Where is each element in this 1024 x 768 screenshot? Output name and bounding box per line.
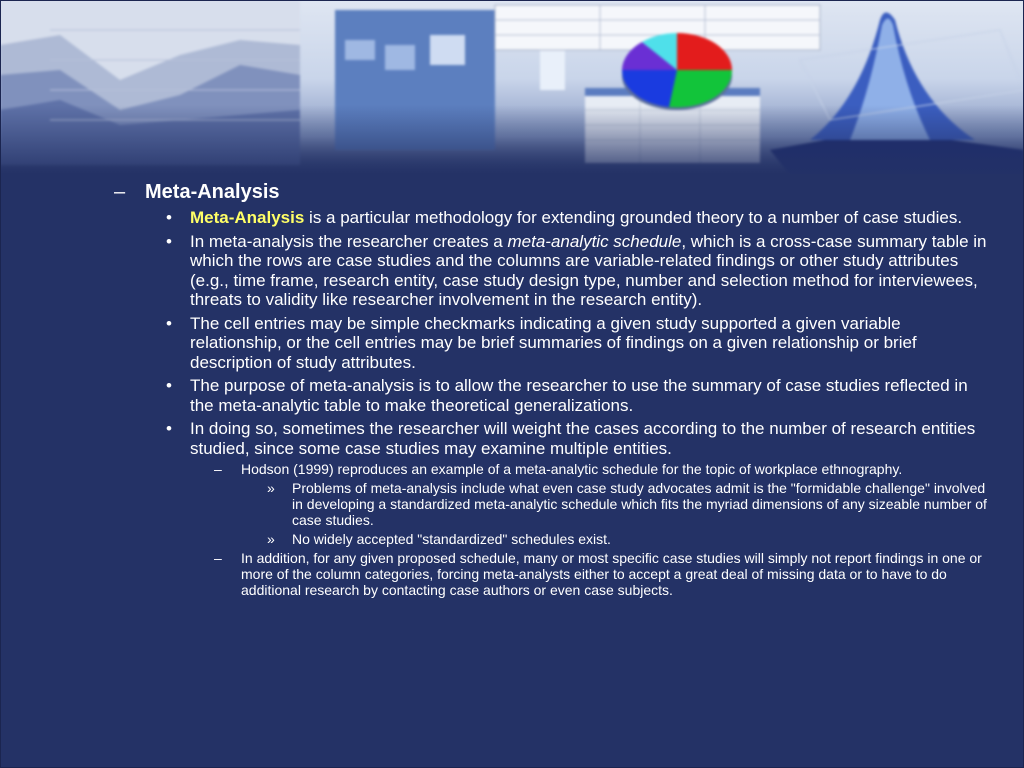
bullet-text: In doing so, sometimes the researcher will weight the cases according to the number of research entities studied, since some case studies may examine multiple entities. — [190, 419, 976, 458]
nested-bullet-text: Problems of meta-analysis include what even case study advocates admit is the "formidable challenge" involved in developing a standardized meta-analytic schedule which fits the myriad dimensions of any sizeable number of case studies. — [292, 480, 987, 528]
dash-marker: – — [214, 550, 222, 566]
bullet-list — [166, 208, 990, 598]
sub-bullet-text: In addition, for any given proposed schedule, many or most specific case studies will simply not report findings in one or more of the column categories, forcing meta-analysts either to accept a great deal of missing data or to have to do additional research by contacting case authors or even case subjects. — [241, 550, 982, 598]
bullet-marker: • — [166, 208, 172, 227]
list-item — [166, 419, 990, 598]
heading-text: Meta-Analysis — [145, 181, 280, 203]
header-banner-image — [0, 0, 1024, 175]
nested-bullet-list — [267, 480, 992, 547]
chevron-marker: » — [267, 480, 275, 496]
bullet-marker: • — [166, 313, 172, 333]
dash-marker: – — [114, 181, 126, 203]
nested-bullet-text: No widely accepted "standardized" schedules exist. — [292, 531, 611, 547]
bullet-marker: • — [166, 419, 172, 438]
sub-list-item — [214, 550, 991, 598]
list-item — [166, 376, 990, 415]
emphasized-term: meta-analytic schedule — [507, 231, 682, 251]
slide-heading — [114, 180, 1024, 204]
bullet-text: , which is a cross-case summary table in which the rows are case studies and the columns are variable-related findings or other study attributes (e.g., time frame, research entity, case study design type, number and selection method for interviewees, threats to validity like researcher involvement in the research entity). — [190, 231, 987, 309]
sub-bullet-text: Hodson (1999) reproduces an example of a meta-analytic schedule for the topic of workplace ethnography. — [241, 461, 903, 477]
sub-bullet-list — [214, 461, 991, 598]
list-item — [166, 208, 990, 228]
bullet-text: is a particular methodology for extending grounded theory to a number of case studies. — [304, 208, 963, 227]
list-item — [166, 313, 990, 373]
dash-marker: – — [214, 461, 222, 477]
bullet-text: The purpose of meta-analysis is to allow the researcher to use the summary of case studies reflected in the meta-analytic table to make theoretical generalizations. — [190, 376, 968, 415]
bullet-marker: • — [166, 231, 172, 251]
list-item — [166, 231, 990, 310]
bullet-text: In meta-analysis the researcher creates a — [190, 231, 508, 251]
chevron-marker: » — [267, 531, 275, 547]
highlighted-term: Meta-Analysis — [190, 208, 305, 227]
slide-content — [0, 180, 1024, 602]
bullet-marker: • — [166, 376, 172, 395]
bullet-text: The cell entries may be simple checkmarks indicating a given study supported a given variable relationship, or the cell entries may be brief summaries of findings on a given relationship or brief description of study attributes. — [190, 313, 917, 372]
nested-list-item — [267, 531, 992, 547]
sub-list-item — [214, 461, 991, 547]
nested-list-item — [267, 480, 992, 528]
